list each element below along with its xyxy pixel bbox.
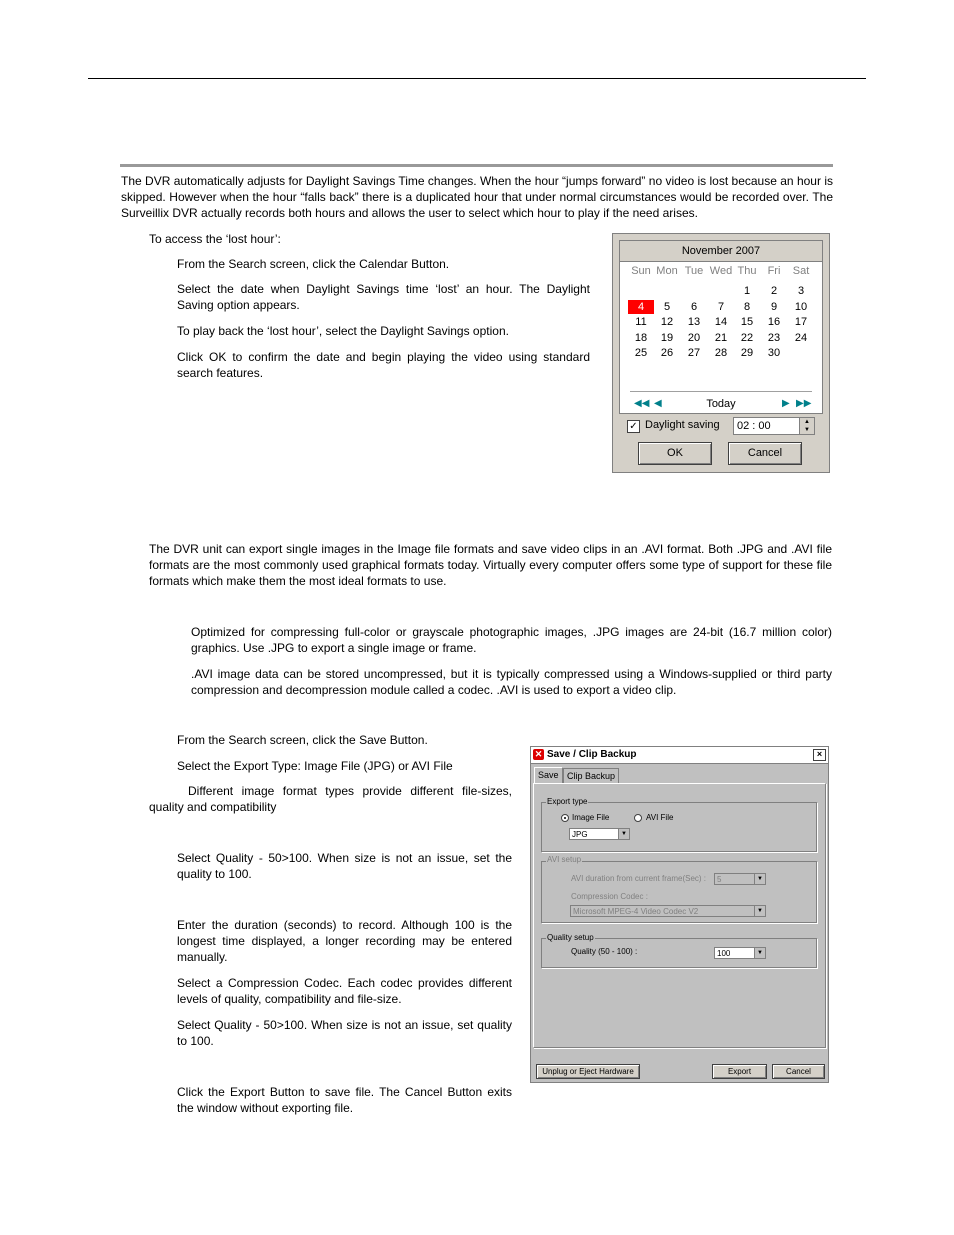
quality-select[interactable] — [714, 947, 766, 959]
unplug-eject-button[interactable]: Unplug or Eject Hardware — [536, 1064, 640, 1079]
calendar-day[interactable]: 17 — [794, 316, 808, 328]
calendar-day[interactable]: 16 — [767, 316, 781, 328]
tab-save[interactable]: Save — [534, 767, 563, 784]
cancel-button[interactable]: Cancel — [728, 442, 802, 465]
header-rule — [88, 78, 866, 79]
codec-label: Compression Codec : — [571, 892, 648, 901]
calendar-day[interactable]: 3 — [797, 285, 805, 297]
calendar-day[interactable]: 25 — [634, 347, 648, 359]
calendar-day[interactable]: 2 — [770, 285, 778, 297]
weekday-header: Wed — [709, 265, 733, 277]
dialog-cancel-button[interactable]: Cancel — [772, 1064, 825, 1079]
calendar-day[interactable]: 29 — [740, 347, 754, 359]
next-year-icon[interactable]: ▶▶ — [796, 398, 812, 409]
dropdown-arrow-icon: ▼ — [754, 948, 765, 958]
calendar-day[interactable]: 13 — [687, 316, 701, 328]
export-step-6: Select Quality - 50>100. When size is not an issue, set quality to 100. — [177, 1018, 512, 1048]
calendar-day[interactable]: 12 — [660, 316, 674, 328]
daylight-saving-label: Daylight saving — [645, 419, 720, 431]
calendar-day[interactable]: 15 — [740, 316, 754, 328]
avi-duration-label: AVI duration from current frame(Sec) : — [571, 874, 707, 883]
format-value: JPG — [572, 830, 588, 839]
weekday-header: Sat — [792, 265, 810, 277]
format-select[interactable] — [569, 828, 630, 840]
daylight-saving-checkbox[interactable]: ✓ — [627, 420, 640, 433]
dialog-title: Save / Clip Backup — [547, 749, 637, 760]
avi-duration-select[interactable] — [714, 873, 766, 885]
dropdown-arrow-icon: ▼ — [754, 874, 765, 884]
calendar-day[interactable]: 19 — [660, 332, 674, 344]
quality-value: 100 — [717, 949, 731, 958]
avi-setup-label: AVI setup — [547, 855, 582, 864]
calendar-day[interactable]: 28 — [714, 347, 728, 359]
calendar-day[interactable]: 5 — [663, 301, 671, 313]
export-step-4: Enter the duration (seconds) to record. Although 100 is the longest time displayed, a longer recording may be entered manually. — [177, 918, 512, 964]
export-step-3: Select Quality - 50>100. When size is not an issue, set the quality to 100. — [177, 851, 512, 881]
ok-button[interactable]: OK — [638, 442, 712, 465]
dst-paragraph: The DVR automatically adjusts for Daylight Savings Time changes. When the hour “jumps forward” no video is lost because an hour is skipped. However when the hour “falls back” there is a duplicated hour that under normal circumstances would be recorded over. The Surveillix DVR actually records both hours and allows the user to select which hour to play if the need arises. — [121, 174, 833, 220]
export-step-5: Select a Compression Codec. Each codec provides different levels of quality, compatibility and file-size. — [177, 976, 512, 1006]
avi-file-label: AVI File — [646, 813, 674, 822]
calendar-month-title: November 2007 — [620, 241, 822, 262]
calendar-day[interactable]: 1 — [743, 285, 751, 297]
calendar-day[interactable]: 22 — [740, 332, 754, 344]
prev-year-icon[interactable]: ◀◀ — [634, 398, 650, 409]
calendar-day[interactable]: 30 — [767, 347, 781, 359]
avi-duration-value: 5 — [717, 875, 722, 884]
time-spinner[interactable] — [733, 417, 815, 435]
weekday-header: Thu — [737, 265, 757, 277]
next-month-icon[interactable]: ▶ — [782, 398, 790, 409]
dst-step-1: From the Search screen, click the Calendar Button. — [177, 257, 450, 271]
calendar-day[interactable]: 20 — [687, 332, 701, 344]
calendar-day[interactable]: 14 — [714, 316, 728, 328]
weekday-header: Fri — [767, 265, 781, 277]
dialog-titlebar — [531, 747, 828, 764]
calendar-day[interactable]: 27 — [687, 347, 701, 359]
calendar-day[interactable]: 11 — [635, 316, 647, 328]
weekday-header: Mon — [656, 265, 678, 277]
calendar-day[interactable]: 7 — [717, 301, 725, 313]
export-step-1: From the Search screen, click the Save Button. — [177, 733, 428, 747]
calendar-panel — [619, 240, 823, 414]
weekday-header: Tue — [684, 265, 704, 277]
quality-label: Quality (50 - 100) : — [571, 947, 638, 956]
calendar-day[interactable]: 6 — [690, 301, 698, 313]
calendar-day[interactable]: 18 — [634, 332, 648, 344]
avi-file-radio[interactable] — [634, 814, 642, 822]
save-clip-backup-dialog — [530, 746, 829, 1083]
export-note: Different image format types provide different file-sizes, quality and compatibility — [149, 784, 512, 814]
image-file-label: Image File — [572, 813, 610, 822]
dst-step-4: Click OK to confirm the date and begin playing the video using standard search features. — [177, 350, 590, 380]
codec-value: Microsoft MPEG-4 Video Codec V2 — [573, 907, 699, 916]
spinner-arrows-icon[interactable]: ▲ ▼ — [799, 418, 814, 434]
quality-setup-label: Quality setup — [547, 933, 594, 942]
export-type-label: Export type — [547, 797, 588, 806]
export-button[interactable]: Export — [712, 1064, 767, 1079]
close-icon[interactable]: × — [813, 749, 826, 761]
app-icon: ✕ — [534, 749, 543, 759]
weekday-header: Sun — [631, 265, 651, 277]
calendar-day[interactable]: 10 — [794, 301, 808, 313]
calendar-day[interactable]: 9 — [770, 301, 778, 313]
dropdown-arrow-icon: ▼ — [618, 829, 629, 839]
calendar-day[interactable]: 23 — [767, 332, 781, 344]
image-file-radio[interactable] — [561, 814, 569, 822]
export-step-7: Click the Export Button to save file. The Cancel Button exits the window without exporting file. — [177, 1085, 512, 1115]
today-button[interactable]: Today — [706, 398, 736, 410]
calendar-day[interactable]: 24 — [794, 332, 808, 344]
access-title: To access the ‘lost hour’: — [149, 232, 281, 246]
calendar-day[interactable]: 21 — [714, 332, 728, 344]
export-step-2: Select the Export Type: Image File (JPG) or AVI File — [177, 759, 453, 773]
calendar-day[interactable]: 4 — [628, 300, 654, 314]
prev-month-icon[interactable]: ◀ — [654, 398, 662, 409]
export-type-group — [541, 802, 817, 852]
dst-step-3: To play back the ‘lost hour’, select the Daylight Savings option. — [177, 324, 509, 338]
calendar-day[interactable]: 8 — [743, 301, 751, 313]
jpg-description: Optimized for compressing full-color or grayscale photographic images, .JPG images are 24-bit (16.7 million color) graphics. Use .JPG to export a single image or frame. — [191, 625, 832, 655]
calendar-day[interactable]: 26 — [660, 347, 674, 359]
calendar-divider — [630, 391, 812, 392]
section-rule — [120, 164, 833, 167]
dropdown-arrow-icon: ▼ — [754, 906, 765, 916]
export-paragraph: The DVR unit can export single images in the Image file formats and save video clips in an .AVI format. Both .JPG and .AVI file formats are the most commonly used graphical formats today. Virtually every computer offers some type of support for these file formats which make them the most ideal formats to use. — [149, 542, 832, 588]
time-value: 02 : 00 — [737, 420, 771, 432]
calendar-dialog — [612, 233, 830, 473]
codec-select[interactable] — [570, 905, 766, 917]
tab-clip-backup[interactable]: Clip Backup — [563, 768, 619, 784]
avi-description: .AVI image data can be stored uncompressed, but it is typically compressed using a Windows-supplied or third party compression and decompression module called a codec. .AVI is used to export a video clip. — [191, 667, 832, 697]
dst-step-2: Select the date when Daylight Savings time ‘lost’ an hour. The Daylight Saving option appears. — [177, 282, 590, 312]
